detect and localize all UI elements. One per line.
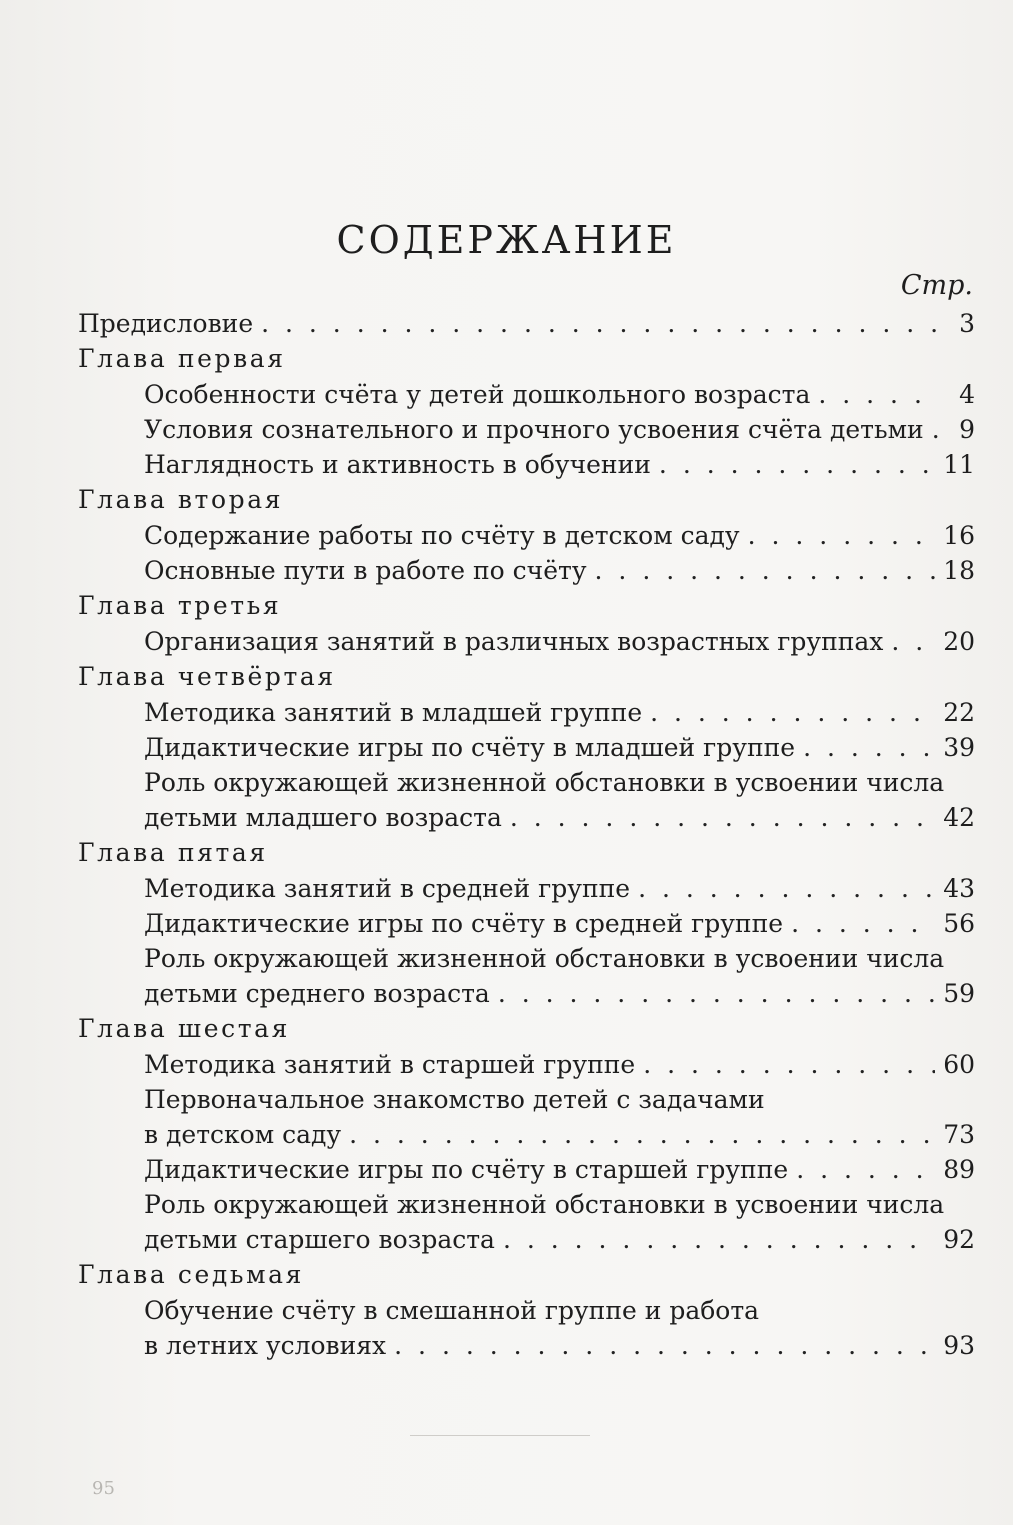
leader-dots [932,412,939,447]
leader-dots [748,518,936,553]
leader-dots [349,1117,935,1152]
toc-entry-title: Основные пути в работе по счёту [144,556,587,585]
toc-entry-title: Роль окружающей жизненной обстановки в усвоении числа [144,944,945,973]
page-column-label: Стр. [900,270,973,301]
leader-dots [510,800,935,835]
toc-entry-line [78,1082,975,1117]
toc-entry-page: 18 [943,556,975,585]
toc-entry-page: 89 [943,1155,975,1184]
leader-dots [595,553,936,588]
toc-entry-title: Особенности счёта у детей дошкольного возраста [144,380,811,409]
toc-entry [78,377,975,412]
toc-entry-line [78,1293,975,1328]
toc-entry-title: детьми среднего возраста [144,979,490,1008]
toc-entry-title: Содержание работы по счёту в детском саду [144,521,740,550]
leader-dots [503,1222,935,1257]
toc-entry [78,447,975,482]
page-number: 95 [92,1478,115,1499]
toc-entry-page: 4 [959,380,975,409]
leader-dots [818,377,939,412]
toc-entry-page: 93 [943,1331,975,1360]
leader-dots [498,976,935,1011]
page-title: СОДЕРЖАНИЕ [336,218,677,262]
toc-entry-title: детьми младшего возраста [144,803,502,832]
divider [410,1435,590,1436]
toc-entry-title: детьми старшего возраста [144,1225,495,1254]
chapter-heading: Глава седьмая [78,1260,304,1289]
leader-dots [659,447,935,482]
table-of-contents [78,306,975,1363]
leader-dots [891,624,935,659]
toc-entry-title: Роль окружающей жизненной обстановки в усвоении числа [144,1190,945,1219]
toc-entry [78,553,975,588]
toc-entry-title: Методика занятий в старшей группе [144,1050,636,1079]
toc-entry-title: Роль окружающей жизненной обстановки в усвоении числа [144,768,945,797]
leader-dots [803,730,935,765]
toc-entry-title: Организация занятий в различных возрастных группах [144,627,884,656]
toc-entry [78,306,975,341]
toc-entry-page: 43 [943,874,975,903]
toc-entry-title: Методика занятий в младшей группе [144,698,643,727]
toc-entry-title: в летних условиях [144,1331,387,1360]
toc-entry-page: 59 [943,979,975,1008]
toc-entry-page: 11 [943,450,975,479]
toc-entry-page: 16 [943,521,975,550]
toc-entry-page: 39 [943,733,975,762]
toc-entry-line [78,765,975,800]
toc-entry-page: 60 [943,1050,975,1079]
toc-entry [78,906,975,941]
toc-entry-page: 9 [959,415,975,444]
leader-dots [650,695,935,730]
leader-dots [643,1047,935,1082]
toc-entry-title: Дидактические игры по счёту в средней группе [144,909,784,938]
leader-dots [394,1328,935,1363]
chapter-heading: Глава четвёртая [78,662,336,691]
toc-entry-line [78,941,975,976]
toc-entry [78,871,975,906]
leader-dots [796,1152,935,1187]
toc-entry-title: Методика занятий в средней группе [144,874,631,903]
toc-entry [78,1047,975,1082]
leader-dots [791,906,935,941]
toc-entry [78,624,975,659]
toc-entry-page: 22 [943,698,975,727]
leader-dots [261,306,939,341]
toc-entry-title: Дидактические игры по счёту в старшей группе [144,1155,789,1184]
toc-entry [78,1152,975,1187]
toc-entry-page: 20 [943,627,975,656]
chapter-heading: Глава третья [78,591,282,620]
toc-entry-page: 92 [943,1225,975,1254]
toc-entry [78,976,975,1011]
toc-entry [78,1117,975,1152]
toc-entry-title: Дидактические игры по счёту в младшей группе [144,733,796,762]
chapter-heading: Глава пятая [78,838,268,867]
toc-entry-title: Обучение счёту в смешанной группе и работа [144,1296,760,1325]
toc-entry-page: 42 [943,803,975,832]
toc-entry [78,1222,975,1257]
toc-entry [78,730,975,765]
toc-entry [78,800,975,835]
chapter-heading: Глава шестая [78,1014,291,1043]
chapter-heading: Глава первая [78,344,286,373]
toc-entry-title: Первоначальное знакомство детей с задачами [144,1085,765,1114]
toc-entry-page: 73 [943,1120,975,1149]
toc-entry [78,1328,975,1363]
toc-entry-line [78,1187,975,1222]
toc-entry-title: Наглядность и активность в обучении [144,450,651,479]
toc-entry [78,695,975,730]
leader-dots [638,871,935,906]
toc-entry-title: Условия сознательного и прочного усвоения счёта детьми [144,415,924,444]
toc-entry-page: 3 [959,309,975,338]
toc-entry-title: Предисловие [78,309,254,338]
toc-entry-title: в детском саду [144,1120,342,1149]
toc-entry-page: 56 [943,909,975,938]
toc-entry [78,412,975,447]
chapter-heading: Глава вторая [78,485,284,514]
toc-entry [78,518,975,553]
